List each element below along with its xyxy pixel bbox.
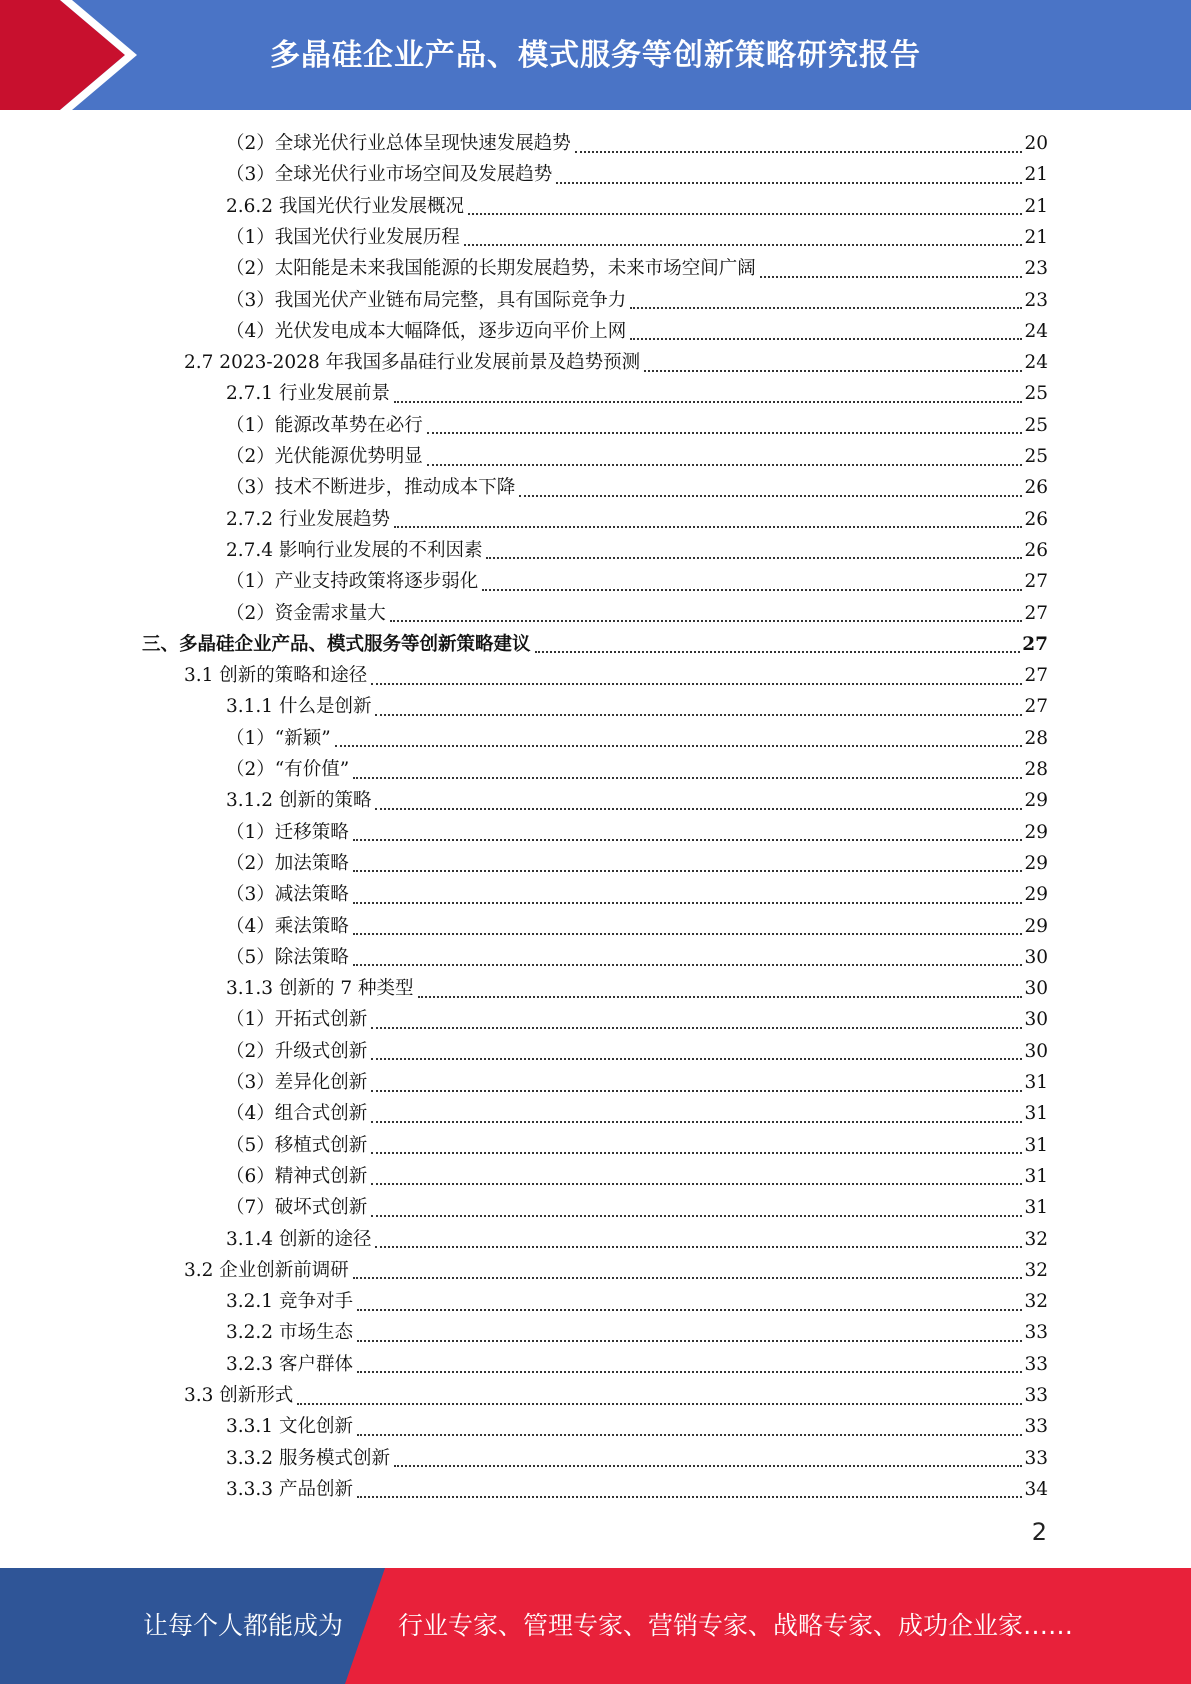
toc-entry-title: 3.3 创新形式 [184,1385,294,1406]
toc-dot-leader [394,518,1022,528]
toc-dot-leader [357,1332,1023,1342]
toc-entry[interactable] [226,691,1048,722]
toc-entry[interactable] [226,441,1048,472]
toc-entry-page: 26 [1024,539,1048,561]
toc-entry-title: （4）组合式创新 [226,1103,368,1125]
toc-dot-leader [357,1301,1023,1311]
toc-entry[interactable] [226,1349,1048,1380]
toc-dot-leader [353,925,1023,935]
toc-entry-page: 31 [1024,1165,1048,1187]
toc-dot-leader [760,268,1023,278]
toc-entry[interactable] [226,410,1048,441]
toc-entry-page: 23 [1024,258,1048,280]
toc-dot-leader [486,549,1022,559]
toc-dot-leader [464,236,1023,246]
toc-entry-page: 31 [1024,1197,1048,1219]
toc-entry-title: 3.1.4 创新的途径 [226,1228,372,1250]
toc-entry[interactable] [226,785,1048,816]
header-arrow-decoration [0,0,160,110]
toc-entry-page: 23 [1024,289,1048,311]
toc-entry-title: （2）光伏能源优势明显 [226,446,423,467]
toc-entry-page: 26 [1024,508,1048,530]
toc-entry[interactable] [142,629,1048,660]
toc-entry[interactable] [226,504,1048,535]
toc-entry-title: （1）开拓式创新 [226,1009,368,1031]
toc-entry-page: 25 [1024,414,1048,436]
toc-entry-page: 26 [1024,477,1048,499]
toc-entry-page: 27 [1024,665,1048,687]
toc-entry[interactable] [226,316,1048,347]
toc-entry-page: 28 [1024,759,1048,780]
toc-entry[interactable] [226,879,1048,910]
toc-entry-page: 30 [1024,1009,1048,1031]
toc-entry[interactable] [226,1286,1048,1317]
toc-entry-page: 27 [1024,571,1048,593]
toc-entry-page: 31 [1024,1103,1048,1125]
toc-entry-page: 33 [1024,1322,1048,1344]
toc-entry-page: 33 [1024,1416,1048,1438]
toc-entry-title: 3.3.1 文化创新 [226,1416,353,1438]
toc-entry[interactable] [226,973,1048,1004]
toc-entry[interactable] [226,1004,1048,1035]
toc-entry[interactable] [184,347,1048,378]
toc-entry-page: 21 [1024,195,1048,217]
toc-entry-title: （6）精神式创新 [226,1165,368,1187]
toc-entry-page: 32 [1024,1259,1048,1281]
toc-entry-title: （1）产业支持政策将逐步弱化 [226,571,479,593]
toc-dot-leader [371,1019,1022,1029]
toc-entry-page: 21 [1024,164,1048,186]
toc-entry-page: 30 [1024,1040,1048,1062]
toc-dot-leader [353,831,1023,841]
toc-entry[interactable] [226,911,1048,942]
toc-dot-leader [357,1426,1023,1436]
toc-entry-page: 33 [1024,1385,1048,1406]
toc-entry-page: 32 [1024,1291,1048,1313]
toc-entry-title: （2）全球光伏行业总体呈现快速发展趋势 [226,133,571,154]
toc-entry-title: （2）太阳能是未来我国能源的长期发展趋势，未来市场空间广阔 [226,258,756,280]
toc-entry-title: （5）移植式创新 [226,1134,368,1156]
toc-entry-page: 21 [1024,226,1048,248]
toc-dot-leader [371,1113,1022,1123]
toc-dot-leader [371,1144,1022,1154]
toc-entry-page: 32 [1024,1228,1048,1250]
toc-entry-page: 30 [1024,946,1048,968]
toc-entry-title: 2.7.2 行业发展趋势 [226,508,390,530]
toc-entry-page: 31 [1024,1072,1048,1093]
toc-entry[interactable] [226,472,1048,503]
toc-dot-leader [335,737,1023,747]
toc-entry-page: 27 [1024,602,1048,624]
toc-entry-page: 34 [1024,1478,1048,1500]
toc-entry-title: 三、多晶硅企业产品、模式服务等创新策略建议 [142,633,531,655]
toc-dot-leader [375,800,1022,810]
toc-dot-leader [371,1050,1022,1060]
toc-entry-page: 33 [1024,1447,1048,1469]
toc-entry[interactable] [184,1380,1048,1411]
toc-entry-title: 3.1.3 创新的 7 种类型 [226,978,414,1000]
toc-entry[interactable] [226,159,1048,190]
toc-dot-leader [630,299,1022,309]
toc-dot-leader [371,1082,1022,1092]
toc-entry-title: 3.1.1 什么是创新 [226,696,372,718]
toc-entry-page: 33 [1024,1353,1048,1375]
toc-dot-leader [353,862,1023,872]
toc-entry-page: 29 [1024,821,1048,843]
toc-entry-title: 3.2.2 市场生态 [226,1322,353,1344]
toc-dot-leader [390,612,1023,622]
toc-entry[interactable] [226,1098,1048,1129]
toc-entry[interactable] [226,817,1048,848]
toc-dot-leader [357,1488,1023,1498]
toc-dot-leader [482,581,1022,591]
toc-entry[interactable] [226,1317,1048,1348]
toc-entry-title: （3）技术不断进步，推动成本下降 [226,477,516,499]
toc-entry[interactable] [184,1255,1048,1286]
toc-entry-title: （1）我国光伏行业发展历程 [226,226,460,248]
toc-dot-leader [371,1175,1022,1185]
footer-slogan-right: 行业专家、管理专家、营销专家、战略专家、成功企业家…… [398,1611,1074,1640]
toc-entry-page: 27 [1024,696,1048,718]
toc-entry-page: 24 [1024,352,1048,374]
toc-dot-leader [394,1457,1022,1467]
toc-dot-leader [371,1207,1022,1217]
toc-entry-title: 3.2.1 竞争对手 [226,1291,353,1313]
toc-entry[interactable] [226,566,1048,597]
toc-entry[interactable] [226,1036,1048,1067]
toc-entry-page: 29 [1024,790,1048,812]
toc-entry-title: （5）除法策略 [226,946,349,968]
toc-dot-leader [375,706,1022,716]
toc-dot-leader [394,393,1022,403]
toc-entry-page: 30 [1024,978,1048,1000]
toc-dot-leader [575,143,1023,153]
toc-entry[interactable] [184,660,1048,691]
document-title: 多晶硅企业产品、模式服务等创新策略研究报告 [270,38,921,73]
toc-entry-title: （1）迁移策略 [226,821,349,843]
toc-dot-leader [353,1269,1023,1279]
toc-entry-title: （1）能源改革势在必行 [226,414,423,436]
toc-entry[interactable] [226,1130,1048,1161]
toc-entry-page: 28 [1024,727,1048,749]
toc-entry-title: （1）“新颖” [226,727,331,749]
toc-entry[interactable] [226,128,1048,159]
toc-entry[interactable] [226,1443,1048,1474]
toc-entry[interactable] [226,191,1048,222]
footer-slogan-left: 让每个人都能成为 [143,1611,344,1640]
toc-dot-leader [297,1395,1022,1405]
toc-entry[interactable] [226,1474,1048,1505]
page-number: 2 [1031,1518,1047,1546]
toc-dot-leader [353,769,1022,779]
toc-entry[interactable] [226,253,1048,284]
toc-entry-page: 24 [1024,320,1048,342]
toc-dot-leader [468,205,1022,215]
toc-entry[interactable] [226,1411,1048,1442]
toc-entry-title: （3）减法策略 [226,884,349,906]
toc-dot-leader [353,894,1023,904]
toc-dot-leader [418,988,1023,998]
toc-entry[interactable] [226,754,1048,785]
toc-entry-page: 20 [1024,133,1048,154]
toc-entry[interactable] [226,222,1048,253]
toc-entry-title: （3）差异化创新 [226,1072,368,1093]
toc-entry[interactable] [226,848,1048,879]
toc-entry[interactable] [226,723,1048,754]
toc-dot-leader [371,675,1022,685]
toc-dot-leader [535,643,1021,653]
toc-dot-leader [427,456,1023,466]
toc-entry[interactable] [226,942,1048,973]
toc-dot-leader [556,174,1022,184]
toc-dot-leader [644,362,1022,372]
toc-entry[interactable] [226,598,1048,629]
toc-entry-title: 3.2 企业创新前调研 [184,1259,349,1281]
toc-entry-title: 3.3.3 产品创新 [226,1478,353,1500]
toc-entry-page: 29 [1024,884,1048,906]
toc-entry[interactable] [226,1067,1048,1098]
toc-entry-page: 29 [1024,852,1048,874]
toc-entry-title: 2.7 2023-2028 年我国多晶硅行业发展前景及趋势预测 [184,352,641,374]
toc-entry-title: （2）升级式创新 [226,1040,368,1062]
toc-dot-leader [519,487,1022,497]
page-footer [0,1568,1191,1684]
toc-entry[interactable] [226,285,1048,316]
toc-dot-leader [427,424,1023,434]
toc-entry[interactable] [226,378,1048,409]
toc-dot-leader [630,330,1022,340]
toc-entry-page: 27 [1022,633,1048,655]
toc-entry-page: 31 [1024,1134,1048,1156]
toc-entry-title: 2.7.4 影响行业发展的不利因素 [226,539,483,561]
toc-entry-title: （4）光伏发电成本大幅降低，逐步迈向平价上网 [226,320,627,342]
toc-entry-page: 25 [1024,383,1048,405]
toc-entry-title: （2）资金需求量大 [226,602,386,624]
toc-entry[interactable] [226,1161,1048,1192]
toc-entry-title: 2.6.2 我国光伏行业发展概况 [226,195,464,217]
toc-entry-title: （2）加法策略 [226,852,349,874]
toc-entry[interactable] [226,1192,1048,1223]
page-header [0,0,1191,110]
toc-entry-title: （2）“有价值” [226,759,350,780]
toc-entry[interactable] [226,1224,1048,1255]
toc-entry-title: 3.1.2 创新的策略 [226,790,372,812]
toc-entry-title: 3.2.3 客户群体 [226,1353,353,1375]
toc-dot-leader [357,1363,1023,1373]
toc-entry-title: 3.1 创新的策略和途径 [184,665,368,687]
toc-entry-page: 25 [1024,446,1048,467]
toc-entry-title: （7）破坏式创新 [226,1197,368,1219]
toc-entry-title: （3）我国光伏产业链布局完整，具有国际竞争力 [226,289,627,311]
toc-entry-title: （4）乘法策略 [226,915,349,937]
toc-entry[interactable] [226,535,1048,566]
toc-entry-title: 2.7.1 行业发展前景 [226,383,390,405]
toc-dot-leader [375,1238,1022,1248]
toc-entry-page: 29 [1024,915,1048,937]
toc-entry-title: （3）全球光伏行业市场空间及发展趋势 [226,164,553,186]
toc-dot-leader [353,956,1023,966]
toc-entry-title: 3.3.2 服务模式创新 [226,1447,390,1469]
